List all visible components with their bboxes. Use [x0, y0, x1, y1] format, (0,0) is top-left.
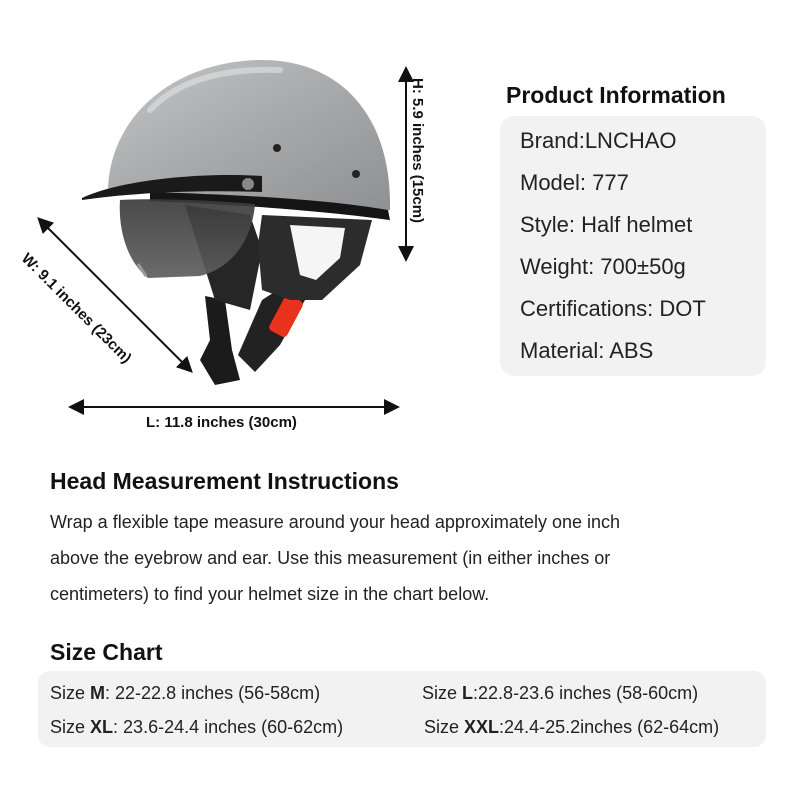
info-model: Model: 777	[520, 170, 629, 195]
size-entry-xl: Size XL: 23.6-24.4 inches (60-62cm)	[50, 717, 344, 737]
height-dimension-label: H: 5.9 inches (15cm)	[409, 78, 426, 224]
product-info-card	[500, 116, 766, 376]
info-weight: Weight: 700±50g	[520, 254, 686, 279]
size-entry-m: Size M: 22-22.8 inches (56-58cm)	[50, 683, 321, 703]
size-chart-card	[38, 671, 766, 747]
instructions-line: above the eyebrow and ear. Use this measurement (in either inches or	[50, 548, 611, 568]
instructions-line: centimeters) to find your helmet size in the chart below.	[50, 584, 490, 604]
info-material: Material: ABS	[520, 338, 654, 363]
length-dimension-label: L: 11.8 inches (30cm)	[146, 414, 297, 431]
size-chart-title: Size Chart	[50, 639, 163, 665]
info-brand: Brand:LNCHAO	[520, 128, 677, 153]
size-entry-xxl: Size XXL:24.4-25.2inches (62-64cm)	[424, 717, 720, 737]
instructions-line: Wrap a flexible tape measure around your head approximately one inch	[50, 512, 621, 532]
info-certifications: Certifications: DOT	[520, 296, 706, 321]
width-dimension-label: W: 9.1 inches (23cm)	[17, 250, 135, 367]
instructions-title: Head Measurement Instructions	[50, 468, 399, 494]
size-entry-l: Size L:22.8-23.6 inches (58-60cm)	[422, 683, 699, 703]
info-style: Style: Half helmet	[520, 212, 693, 237]
helmet-illustration	[0, 40, 480, 460]
product-info-title: Product Information	[506, 82, 726, 108]
helmet-strap-left	[200, 296, 240, 385]
